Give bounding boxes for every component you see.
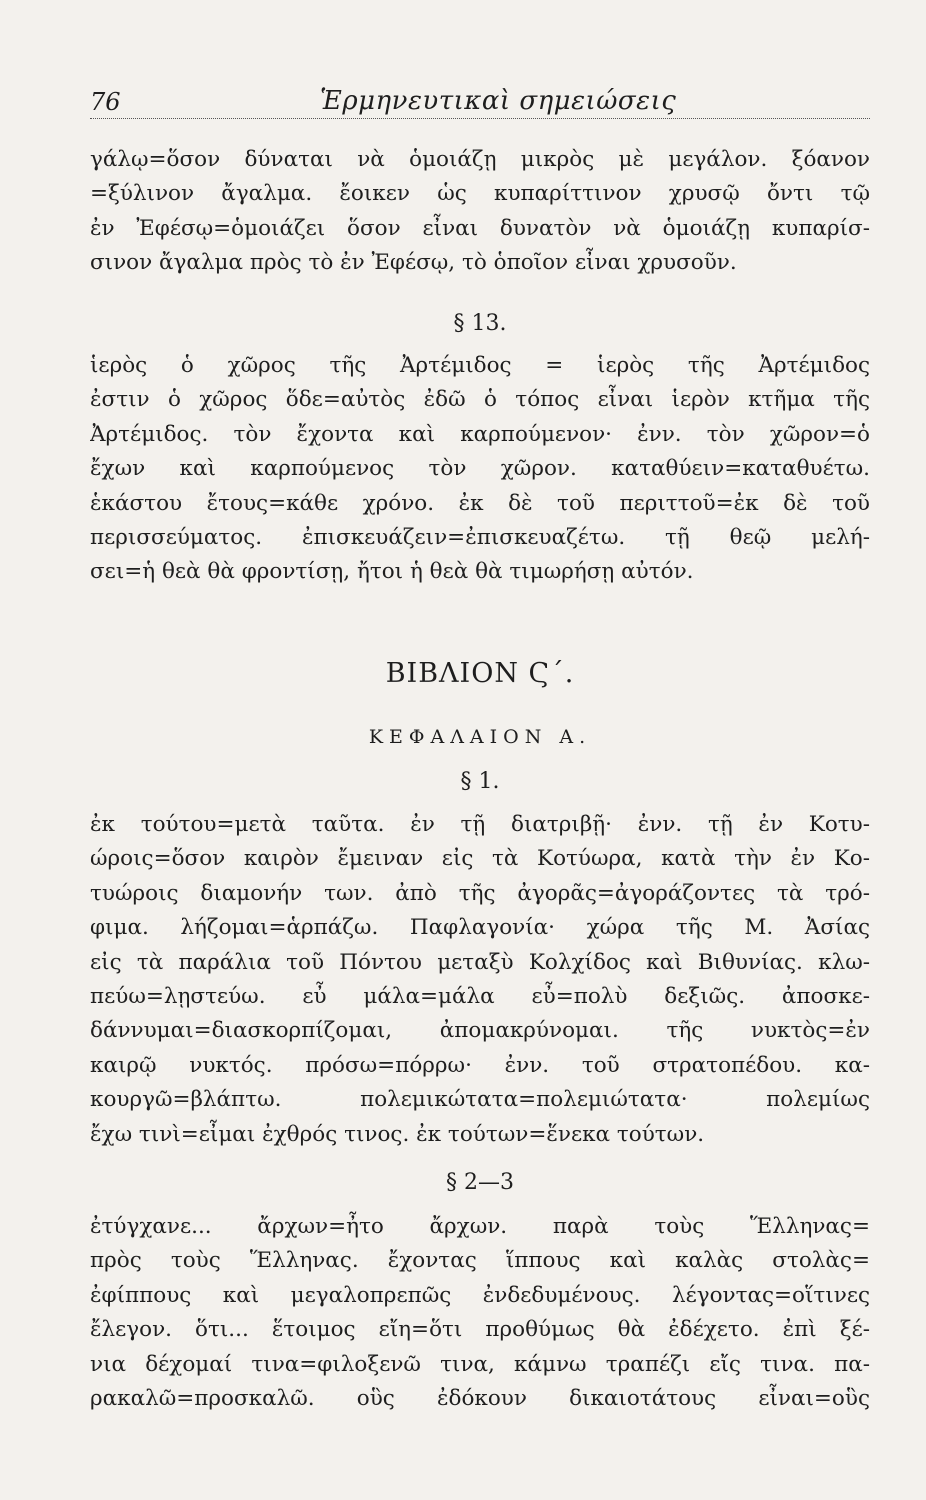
text-line: ἐν Ἐφέσῳ=ὁμοιάζει ὅσον εἶναι δυνατὸν νὰ ὁμοιάζῃ κυπαρίσ-	[90, 215, 870, 241]
text-line: ἐκ τούτου=μετὰ ταῦτα. ἐν τῇ διατριβῇ· ἐνν. τῇ ἐν Κοτυ-	[90, 812, 870, 837]
text-line: πρὸς τοὺς Ἕλληνας. ἔχοντας ἵππους καὶ καλὰς στολὰς=	[90, 1248, 870, 1274]
text-line: πεύω=λῃστεύω. εὖ μάλα=μάλα εὖ=πολὺ δεξιῶς. ἀποσκε-	[90, 983, 870, 1009]
text-line: ἔχω τινὶ=εἶμαι ἐχθρός τινος. ἐκ τούτων=ἕνεκα τούτων.	[90, 1121, 705, 1147]
text-line: κουργῶ=βλάπτω. πολεμικώτατα=πολεμιώτατα· πολεμίως	[90, 1087, 870, 1113]
running-title: Ἑρμηνευτικαὶ σημειώσεις	[320, 86, 677, 116]
commentary-section-13	[90, 349, 870, 590]
text-line: ρακαλῶ=προσκαλῶ. οὓς ἐδόκουν δικαιοτάτους εἶναι=οὓς	[90, 1385, 870, 1411]
text-line: σει=ἡ θεὰ θὰ φροντίσῃ, ἤτοι ἡ θεὰ θὰ τιμωρήσῃ αὐτόν.	[90, 559, 694, 585]
section-13-heading: § 13.	[453, 311, 507, 336]
chapter-title: ΚΕΦΑΛΑΙΟΝ Α.	[368, 726, 592, 748]
text-line: ώροις=ὅσον καιρὸν ἔμειναν εἰς τὰ Κοτύωρα, κατὰ τὴν ἐν Κο-	[90, 846, 870, 872]
commentary-section-a	[90, 143, 870, 281]
text-line: καιρῷ νυκτός. πρόσω=πόρρω· ἐνν. τοῦ στρατοπέδου. κα-	[90, 1052, 870, 1078]
text-line: ἔλεγον. ὅτι... ἕτοιμος εἴη=ὅτι προθύμως θὰ ἐδέχετο. ἐπὶ ξέ-	[90, 1317, 870, 1343]
page-header	[90, 78, 870, 119]
text-line: νια δέχομαί τινα=φιλοξενῶ τινα, κάμνω τραπέζι εἴς τινα. πα-	[90, 1351, 870, 1377]
text-line: =ξύλινον ἄγαλμα. ἔοικεν ὡς κυπαρίττινον χρυσῷ ὄντι τῷ	[90, 181, 870, 207]
text-line: ἐφίππους καὶ μεγαλοπρεπῶς ἐνδεδυμένους. λέγοντας=οἵτινες	[90, 1282, 870, 1308]
text-line: φιμα. λήζομαι=ἁρπάζω. Παφλαγονία· χώρα τῆς Μ. Ἀσίας	[90, 915, 870, 941]
book-title: ΒΙΒΛΙΟΝ Ϛ΄.	[385, 658, 575, 689]
text-line: σινον ἄγαλμα πρὸς τὸ ἐν Ἐφέσῳ, τὸ ὁποῖον εἶναι χρυσοῦν.	[90, 250, 737, 276]
page-number: 76	[90, 88, 121, 116]
text-line: περισσεύματος. ἐπισκευάζειν=ἐπισκευαζέτω. τῇ θεῷ μελή-	[90, 524, 870, 550]
text-line: γάλῳ=ὅσον δύναται νὰ ὁμοιάζῃ μικρὸς μὲ μεγάλον. ξόανον	[90, 147, 870, 172]
section-2-3-heading: § 2—3	[446, 1170, 514, 1195]
commentary-section-2-3	[90, 1210, 870, 1416]
text-line: ἑκάστου ἔτους=κάθε χρόνο. ἐκ δὲ τοῦ περιττοῦ=ἐκ δὲ τοῦ	[90, 490, 870, 516]
text-line: εἰς τὰ παράλια τοῦ Πόντου μεταξὺ Κολχίδος καὶ Βιθυνίας. κλω-	[90, 949, 870, 975]
text-line: ἔχων καὶ καρπούμενος τὸν χῶρον. καταθύειν=καταθυέτω.	[90, 456, 870, 482]
section-1-heading: § 1.	[460, 769, 500, 794]
text-line: Ἀρτέμιδος. τὸν ἔχοντα καὶ καρπούμενον· ἐνν. τὸν χῶρον=ὁ	[90, 421, 870, 447]
text-line: δάννυμαι=διασκορπίζομαι, ἀπομακρύνομαι. τῆς νυκτὸς=ἐν	[90, 1018, 870, 1044]
text-line: ἐστιν ὁ χῶρος ὅδε=αὐτὸς ἐδῶ ὁ τόπος εἶναι ἱερὸν κτῆμα τῆς	[90, 387, 870, 413]
text-line: ἱερὸς ὁ χῶρος τῆς Ἀρτέμιδος = ἱερὸς τῆς Ἀρτέμιδος	[90, 353, 870, 378]
text-line: τυώροις διαμονήν των. ἀπὸ τῆς ἀγορᾶς=ἀγοράζοντες τὰ τρό-	[90, 880, 870, 906]
text-line: ἐτύγχανε... ἄρχων=ἦτο ἄρχων. παρὰ τοὺς Ἕλληνας=	[90, 1214, 870, 1239]
commentary-section-1	[90, 808, 870, 1152]
